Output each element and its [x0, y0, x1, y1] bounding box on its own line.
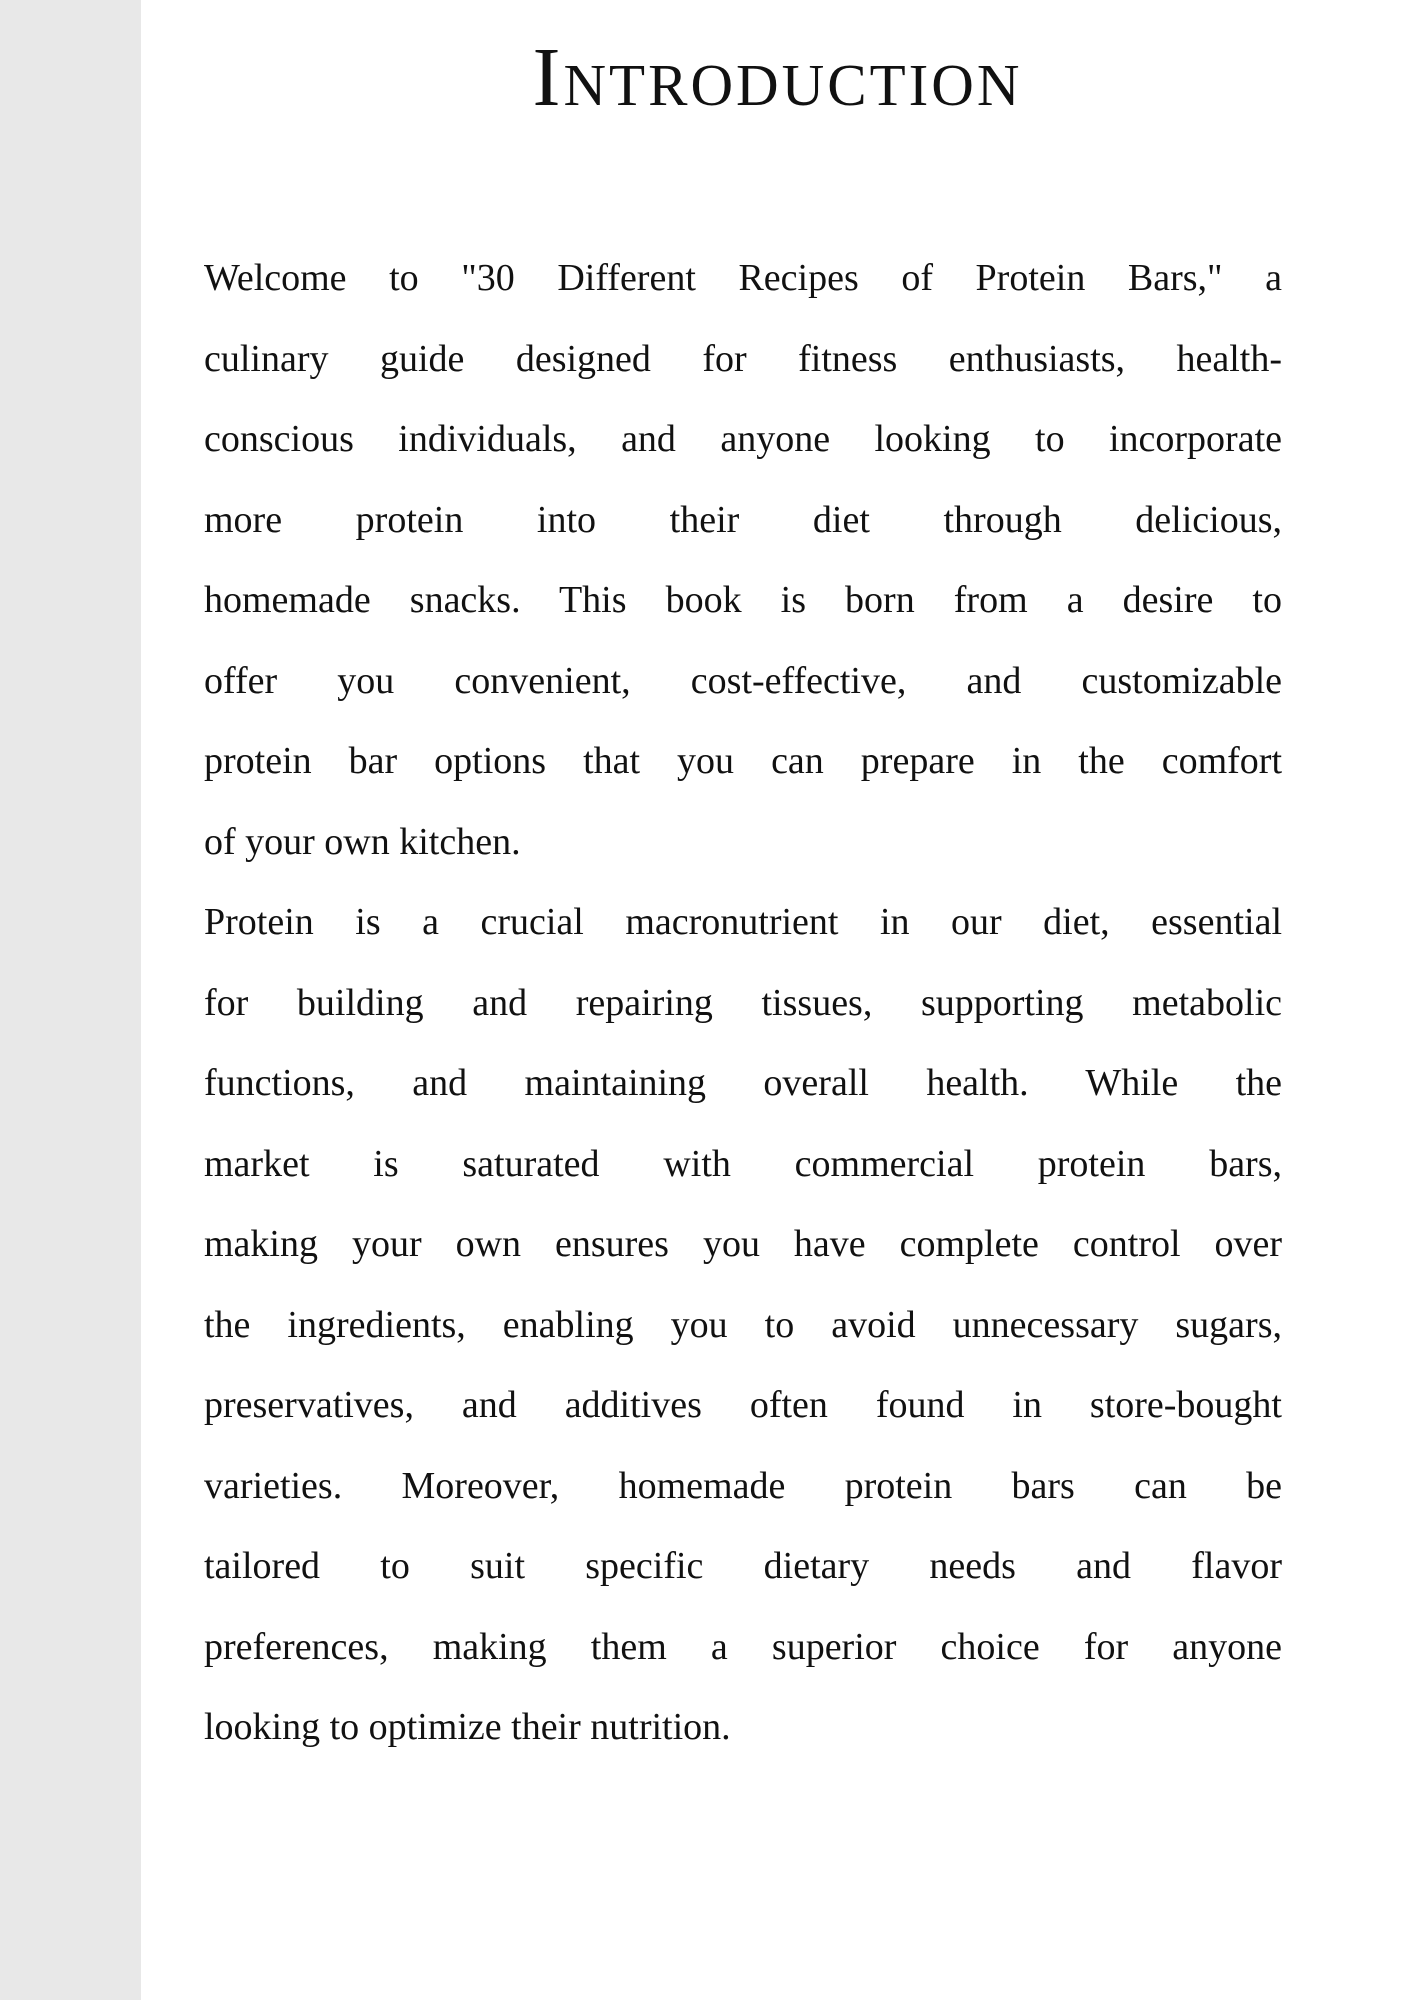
- text-line: making your own ensures you have complete control over: [204, 1223, 1282, 1265]
- text-line: offer you convenient, cost-effective, and customizable: [204, 659, 1282, 702]
- paragraph: [204, 238, 1282, 882]
- text-line: the ingredients, enabling you to avoid unnecessary sugars,: [204, 1303, 1282, 1346]
- text-line: more protein into their diet through delicious,: [204, 498, 1282, 541]
- text-line: preservatives, and additives often found in store-bought: [204, 1384, 1282, 1426]
- text-line: conscious individuals, and anyone looking to incorporate: [204, 418, 1282, 460]
- text-line: of your own kitchen.: [204, 820, 521, 863]
- paragraph: [204, 882, 1282, 1768]
- text-line: protein bar options that you can prepare in the comfort: [204, 740, 1282, 782]
- text-line: varieties. Moreover, homemade protein bars can be: [204, 1464, 1282, 1507]
- text-line: Protein is a crucial macronutrient in our diet, essential: [204, 901, 1282, 943]
- text-line: Welcome to "30 Different Recipes of Protein Bars," a: [204, 257, 1282, 299]
- text-line: homemade snacks. This book is born from a desire to: [204, 579, 1282, 621]
- text-line: for building and repairing tissues, supporting metabolic: [204, 981, 1282, 1024]
- text-line: functions, and maintaining overall health. While the: [204, 1062, 1282, 1104]
- page-title: Introduction: [532, 31, 1023, 124]
- text-line: culinary guide designed for fitness enthusiasts, health-: [204, 337, 1282, 380]
- text-line: market is saturated with commercial protein bars,: [204, 1142, 1282, 1185]
- body-text: [204, 238, 1282, 1768]
- text-line: tailored to suit specific dietary needs and flavor: [204, 1545, 1282, 1587]
- text-line: looking to optimize their nutrition.: [204, 1706, 731, 1748]
- text-line: preferences, making them a superior choice for anyone: [204, 1625, 1282, 1668]
- page-margin-bar: [0, 0, 141, 2000]
